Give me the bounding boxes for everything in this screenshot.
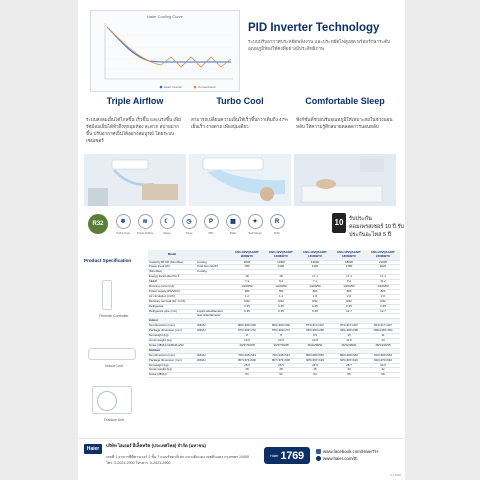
value-cell: 18 (264, 275, 298, 280)
legend-dot-conventional (194, 86, 197, 89)
feature-comfortable-sleep (294, 96, 396, 208)
label-cell: Power input (W) (148, 265, 196, 270)
legend-dot-haier (160, 86, 163, 89)
label-cell: (Min-Max) (148, 270, 196, 275)
website-url: www.haier.com/th (323, 456, 358, 461)
remote-caption: Remote Controller (99, 314, 129, 318)
filter-icon: ▦ (226, 214, 241, 229)
value-cell: 28.7 (332, 363, 366, 368)
feature-icon-strip (88, 214, 328, 246)
value-cell: 920×370×640 (366, 358, 400, 363)
cooling-curve-chart (90, 10, 240, 92)
hotline-badge (264, 447, 310, 464)
value-cell: 1780 (332, 265, 366, 270)
icon-item (158, 214, 176, 242)
icon-item (114, 214, 132, 242)
value-cell: 1000×387×301 (366, 329, 400, 334)
value-cell: 6.35 (264, 309, 298, 314)
gas-icon: R (270, 214, 285, 229)
value-cell: R32 (332, 299, 366, 304)
value-cell: 11.5 (332, 339, 366, 344)
value-cell: 905×397×623 (332, 358, 366, 363)
label-cell: Outdoor (148, 348, 196, 353)
turbo-cool-icon: ❄ (116, 214, 131, 229)
header-cell: Model (148, 250, 196, 260)
value-cell: 905×397×623 (298, 358, 332, 363)
spec-heading: Product Specification (84, 258, 132, 263)
value-cell: 11.2 (366, 280, 400, 285)
value-cell: 18 (230, 275, 264, 280)
value-cell: 380 (230, 289, 264, 294)
value-cell: 24.5 (298, 363, 332, 368)
feature-title: Comfortable Sleep (305, 96, 385, 106)
unit-cell: Total from EUAT (196, 265, 230, 270)
value-cell: 7.1 (298, 280, 332, 285)
value-cell: 10.5 (230, 339, 264, 344)
value-cell: 8 (264, 334, 298, 339)
value-cell: 53 (230, 373, 264, 378)
value-cell: 0.35 (264, 304, 298, 309)
unit-cell: W/D/H (196, 358, 230, 363)
label-cell: Package dimension (mm) (148, 358, 196, 363)
value-cell: 18000 (332, 260, 366, 265)
value-cell: 800×280×553 (298, 353, 332, 358)
value-cell: R32 (298, 299, 332, 304)
value-cell: 876×303×272 (264, 329, 298, 334)
value-cell: 800 (332, 289, 366, 294)
value-cell: 2020 (366, 265, 400, 270)
label-cell: Moisture removal (10⁻³m³/h) (148, 299, 196, 304)
unit-images (84, 268, 146, 444)
label-cell: Noise (dB(A)) (148, 373, 196, 378)
value-cell: 1.4 (264, 294, 298, 299)
label-cell: Noise (dB(A)) Hi/Mid/Lo/Sil (148, 343, 196, 348)
value-cell: 2.0 (332, 294, 366, 299)
value-cell: 40/37/33/28 (264, 343, 298, 348)
company-address: เลขที่ 1 อาคารซีพีทาวเวอร์ 2 ชั้น 7 ถนนรัชดาภิเษก แขวงดินแดง เขตดินแดง กรุงเทพฯ 10400 โทร. 0-2021-2900 โทรสาร. 0-2021-2900 (106, 455, 249, 465)
value-cell: 53 (264, 373, 298, 378)
value-cell: 876×303×272 (230, 329, 264, 334)
value-cell: 807×374×600 (230, 358, 264, 363)
globe-icon (316, 456, 321, 461)
value-cell: 7.4 (230, 280, 264, 285)
value-cell: 1/220/50 (264, 285, 298, 290)
value-cell: 800×300×200 (230, 324, 264, 329)
value-cell: 1/220/50 (230, 285, 264, 290)
icon-label: Triple Airflow (137, 231, 153, 235)
value-cell: 0.35 (332, 304, 366, 309)
value-cell: 53 (298, 373, 332, 378)
label-cell: Refrigerant pipe (mm) (148, 309, 196, 314)
label-cell: Power supply (Ph/V/Hz) (148, 289, 196, 294)
value-cell: 30 (332, 368, 366, 373)
outdoor-unit-image (92, 386, 132, 414)
value-cell: 873×317×307 (298, 324, 332, 329)
unit-cell: Gas side/diameter (196, 314, 230, 319)
hotline-brand: Haier (270, 453, 279, 458)
pid-description: ระบบปรับอากาศประหยัดพลังงาน และประหยัดไฟสูงสุด พร้อมรักษาระดับอุณหภูมิห้องให้คงที่อย่างมีประสิทธิภาพ (248, 39, 391, 51)
value-cell: 807×374×600 (264, 358, 298, 363)
product-brochure (78, 0, 405, 480)
value-cell: 17.1 (298, 275, 332, 280)
unit-cell (196, 373, 230, 378)
value-cell: 9.5 (298, 334, 332, 339)
chart-title: Haier Cooling Curve (146, 14, 183, 19)
timer-icon: ◷ (182, 214, 197, 229)
label-cell: Energy Eval Label No.5 (148, 275, 196, 280)
label-cell: Net dimension (mm) (148, 353, 196, 358)
facebook-link[interactable] (316, 448, 402, 455)
value-cell: 26.5 (264, 363, 298, 368)
remote-controller-image (102, 280, 112, 310)
value-cell: 17.1 (332, 275, 366, 280)
value-cell: 945×390×298 (298, 329, 332, 334)
feature-title: Triple Airflow (106, 96, 164, 106)
legend-conventional: Conventional (198, 84, 216, 89)
feature-title: Turbo Cool (216, 96, 264, 106)
value-cell: 1190 (264, 265, 298, 270)
value-cell: 46/42/38/31 (332, 343, 366, 348)
label-cell: Package dimension (mm) (148, 329, 196, 334)
value-cell: 13000 (298, 260, 332, 265)
header-cell: HSU-24VQAA03T 24000BTU (366, 250, 400, 260)
value-cell: 700×245×544 (230, 353, 264, 358)
header-cell (196, 250, 230, 260)
value-cell: 800 (298, 289, 332, 294)
pid-title: PID Inverter Technology (248, 22, 380, 34)
value-cell: 6.35 (230, 309, 264, 314)
value-cell: 9.2 (264, 280, 298, 285)
value-cell: 12.7 (332, 309, 366, 314)
icon-label: Turbo Cool (116, 231, 130, 235)
value-cell: 9.2 (332, 280, 366, 285)
value-cell: 13 (366, 339, 400, 344)
value-cell: 873×317×307 (366, 324, 400, 329)
value-cell: 58 (366, 373, 400, 378)
unit-cell: Cooling (196, 270, 230, 275)
icon-item (202, 214, 220, 242)
value-cell: 1/220/50 (366, 285, 400, 290)
curve-graphic (91, 11, 241, 93)
value-cell: 780 (230, 265, 264, 270)
value-cell: 10 (332, 334, 366, 339)
icon-label: Self Clean (248, 231, 262, 235)
facebook-icon (316, 449, 321, 454)
value-cell: R32 (230, 299, 264, 304)
value-cell: 40.5 (366, 363, 400, 368)
icon-label: PID (208, 231, 214, 235)
feature-description: ระบบส่งลมเย็นได้ไกลขึ้น เร็วขึ้น และแรงขึ้น เพิ่มรัศมีลมเย็นได้ทั่วถึงทุกมุมห้อง สะดวก สบายมากขึ้น ปรับอากาศเย็นได้อย่างสมบูรณ์ โดยระบบเซนเซอร์ (86, 117, 182, 143)
value-cell: 1.2 (230, 294, 264, 299)
legend-haier: Haier Inverter (164, 84, 183, 89)
spec-table-header (148, 250, 400, 260)
feature-description: สามารถเปลี่ยนความเย็นให้เร็วขึ้นกว่าเดิมถึง 47% เย็นเร็ว ง่ายดาย เพียงปุ่มเดียว (191, 117, 289, 129)
footer (78, 438, 405, 480)
indoor-caption: Indoor Unit (105, 364, 123, 368)
self-clean-icon: ✦ (248, 214, 263, 229)
value-cell: 28 (230, 368, 264, 373)
hotline-number: 1769 (280, 449, 304, 462)
value-cell: 6.35 (298, 309, 332, 314)
value-cell: 11 (366, 334, 400, 339)
icon-label: Sleep (163, 231, 171, 235)
value-cell: 810×300×563 (366, 353, 400, 358)
sleep-photo (294, 154, 396, 206)
icon-item (136, 214, 154, 242)
value-cell: 26.5 (230, 363, 264, 368)
value-cell: 11900 (264, 260, 298, 265)
room-photo (84, 154, 186, 206)
social-links (316, 448, 402, 462)
spec-table-body (148, 260, 400, 378)
value-cell: R32 (366, 299, 400, 304)
value-cell: 10.5 (264, 339, 298, 344)
label-cell: SEER (148, 280, 196, 285)
label-cell: Net weight (kg) (148, 334, 196, 339)
facebook-url: www.facebook.com/HaierTH (323, 449, 379, 454)
value-cell: 0.35 (230, 304, 264, 309)
unit-cell: W/D/H (196, 324, 230, 329)
outdoor-caption: Outdoor Unit (103, 418, 125, 422)
value-cell: 1/220/50 (332, 285, 366, 290)
value-cell: 945×390×298 (332, 329, 366, 334)
value-cell: 800×300×200 (264, 324, 298, 329)
label-cell: Indoor (148, 319, 196, 324)
value-cell: 42 (366, 368, 400, 373)
label-cell: Capacity BTU/h (Min-Max) (148, 260, 196, 265)
label-cell: Net dimension (mm) (148, 324, 196, 329)
unit-cell: Liquid side/diameter (196, 309, 230, 314)
chart-grid (105, 35, 233, 69)
value-cell: 0.35 (298, 304, 332, 309)
value-cell: R32 (264, 299, 298, 304)
warranty-badge: 10 (332, 213, 346, 233)
feature-turbo-cool (189, 96, 291, 208)
value-cell: 700×245×544 (264, 353, 298, 358)
header-cell: HSU-18VQAA03T 18000BTU (332, 250, 366, 260)
value-cell: 9000 (230, 260, 264, 265)
value-cell: 780 (264, 289, 298, 294)
spec-table (148, 250, 400, 378)
company-name: บริษัท ไฮเออร์ อีเล็คทริค (ประเทศไทย) จำกัด (มหาชน) (106, 443, 206, 448)
icon-label: R32 (274, 231, 280, 235)
icon-item (224, 214, 242, 242)
icon-label: Timer (185, 231, 193, 235)
haier-logo: Haier (84, 444, 102, 454)
label-cell: Gross weight (kg) (148, 339, 196, 344)
header-cell: HSU-13VQAA03T 13000BTU (298, 250, 332, 260)
icon-item (180, 214, 198, 242)
value-cell: 28 (264, 368, 298, 373)
header-cell: HSU-12VQAA03T 12000BTU (264, 250, 298, 260)
sleep-icon: ☾ (160, 214, 175, 229)
website-link[interactable] (316, 455, 402, 462)
label-cell: Gross weight (kg) (148, 368, 196, 373)
unit-cell: W/D/H (196, 353, 230, 358)
value-cell: 820 (366, 289, 400, 294)
value-cell: 46/42/38/31 (298, 343, 332, 348)
warranty-text: รับประกันคอมเพรสเซอร์ 10 ปี รับประกันอะไหล่ 5 ปี (349, 216, 404, 238)
airflow-icon: ≋ (138, 214, 153, 229)
label-cell: Running current (A) (148, 285, 196, 290)
header-cell: HSU-09VQAA03T 9000BTU (230, 250, 264, 260)
value-cell: 8 (230, 334, 264, 339)
indoor-unit-image (88, 348, 136, 360)
pid-icon: P (204, 214, 219, 229)
icon-item (268, 214, 286, 242)
turbo-photo (189, 154, 291, 206)
value-cell: 1.8 (298, 294, 332, 299)
table-row (148, 373, 400, 378)
icon-item (246, 214, 264, 242)
feature-triple-airflow (84, 96, 186, 208)
value-cell: 48/44/40/35 (366, 343, 400, 348)
value-cell: 800×280×553 (332, 353, 366, 358)
icon-label: Filter (229, 231, 237, 235)
value-cell: 55 (332, 373, 366, 378)
value-cell: 40/37/33/28 (230, 343, 264, 348)
value-cell: 12.7 (366, 309, 400, 314)
value-cell: 26 (298, 368, 332, 373)
value-cell: 21000 (366, 260, 400, 265)
value-cell: 1/220/50 (298, 285, 332, 290)
value-cell: 0.35 (366, 304, 400, 309)
unit-cell: W/D/H (196, 329, 230, 334)
value-cell: 17.1 (366, 275, 400, 280)
value-cell: 2.0 (366, 294, 400, 299)
label-cell: Net weight (kg) (148, 363, 196, 368)
r32-icon: R32 (88, 214, 108, 234)
value-cell: 10.8 (298, 339, 332, 344)
label-cell: Refrigerant (148, 304, 196, 309)
unit-cell: Cooling (196, 260, 230, 265)
document-number: V.1.2022 (390, 473, 401, 477)
feature-description: ฟังก์ชั่นที่ช่วยปรับอุณหภูมิให้เหมาะสมในช่วงนอนหลับ ให้ความรู้สึกสบายตลอดการนอนหลับ (296, 117, 393, 129)
label-cell: Air circulation (m³/h) (148, 294, 196, 299)
value-cell: 873×317×307 (332, 324, 366, 329)
value-cell: 1320 (298, 265, 332, 270)
